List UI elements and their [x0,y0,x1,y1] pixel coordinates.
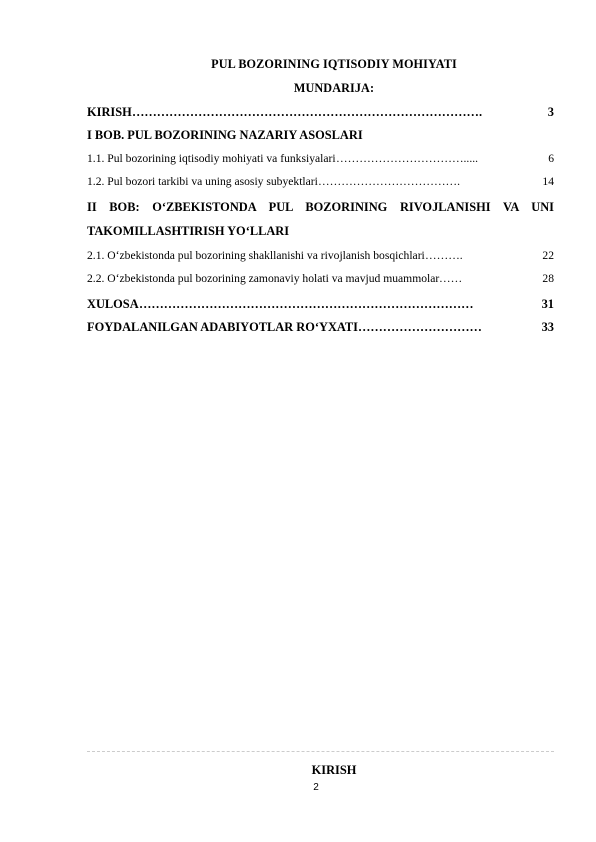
toc-entry[interactable] [87,128,554,146]
toc-dot-leader: ……………………………..... [336,152,479,165]
toc-dot-leader: …… [439,272,463,285]
toc-page-number: 14 [542,175,554,188]
toc-entry-title: I BOB. PUL BOZORINING NAZARIY ASOSLARI [87,128,363,142]
toc-page-number: 3 [547,105,554,119]
toc-entry-title: TAKOMILLASHTIRISH YO‘LLARI [87,224,290,238]
toc-entry-title: XULOSA [87,297,139,311]
toc-page-number: 22 [542,249,554,262]
toc-entry[interactable] [87,297,554,315]
toc-entry-title: 1.1. Pul bozorining iqtisodiy mohiyati va funksiyalari [87,152,336,165]
next-section-heading: KIRISH [311,763,357,777]
toc-page-number: 6 [548,152,554,165]
toc-entry-title: 1.2. Pul bozori tarkibi va uning asosiy subyektlari [87,175,318,188]
toc-dot-leader: ………………………… [358,320,482,334]
toc-dot-leader: …………………………………………………………………………. [132,105,483,119]
toc-entry[interactable] [87,249,554,267]
toc-entry[interactable] [87,224,554,242]
toc-entry-title: FOYDALANILGAN ADABIYOTLAR RO‘YXATI [87,320,359,334]
toc-entry[interactable] [87,175,554,193]
toc-page-number: 31 [541,297,554,311]
toc-page-number: 28 [542,272,554,285]
toc-entry[interactable]: II BOB: O‘ZBEKISTONDA PUL BOZORINING RIVOJLANISHI VA UNI [87,200,554,214]
toc-entry-title: 2.1. O‘zbekistonda pul bozorining shakllanishi va rivojlanish bosqichlari [87,249,425,262]
document-title: PUL BOZORINING IQTISODIY MOHIYATI [211,57,457,71]
toc-entry-title: 2.2. O‘zbekistonda pul bozorining zamonaviy holati va mavjud muammolar [87,272,440,285]
contents-heading: MUNDARIJA: [293,81,375,95]
toc-entry[interactable] [87,105,554,123]
page-number: 2 [313,782,319,793]
toc-entry-title: KIRISH [87,105,132,119]
toc-dot-leader: ……………………………………………………………………… [139,297,474,311]
toc-entry[interactable] [87,320,554,338]
toc-dot-leader: ………………………………. [318,175,461,188]
toc-entry[interactable] [87,152,554,170]
toc-page-number: 33 [541,320,554,334]
toc-entry[interactable] [87,272,554,290]
page-break-divider [87,751,554,752]
toc-dot-leader: ………. [425,249,463,262]
